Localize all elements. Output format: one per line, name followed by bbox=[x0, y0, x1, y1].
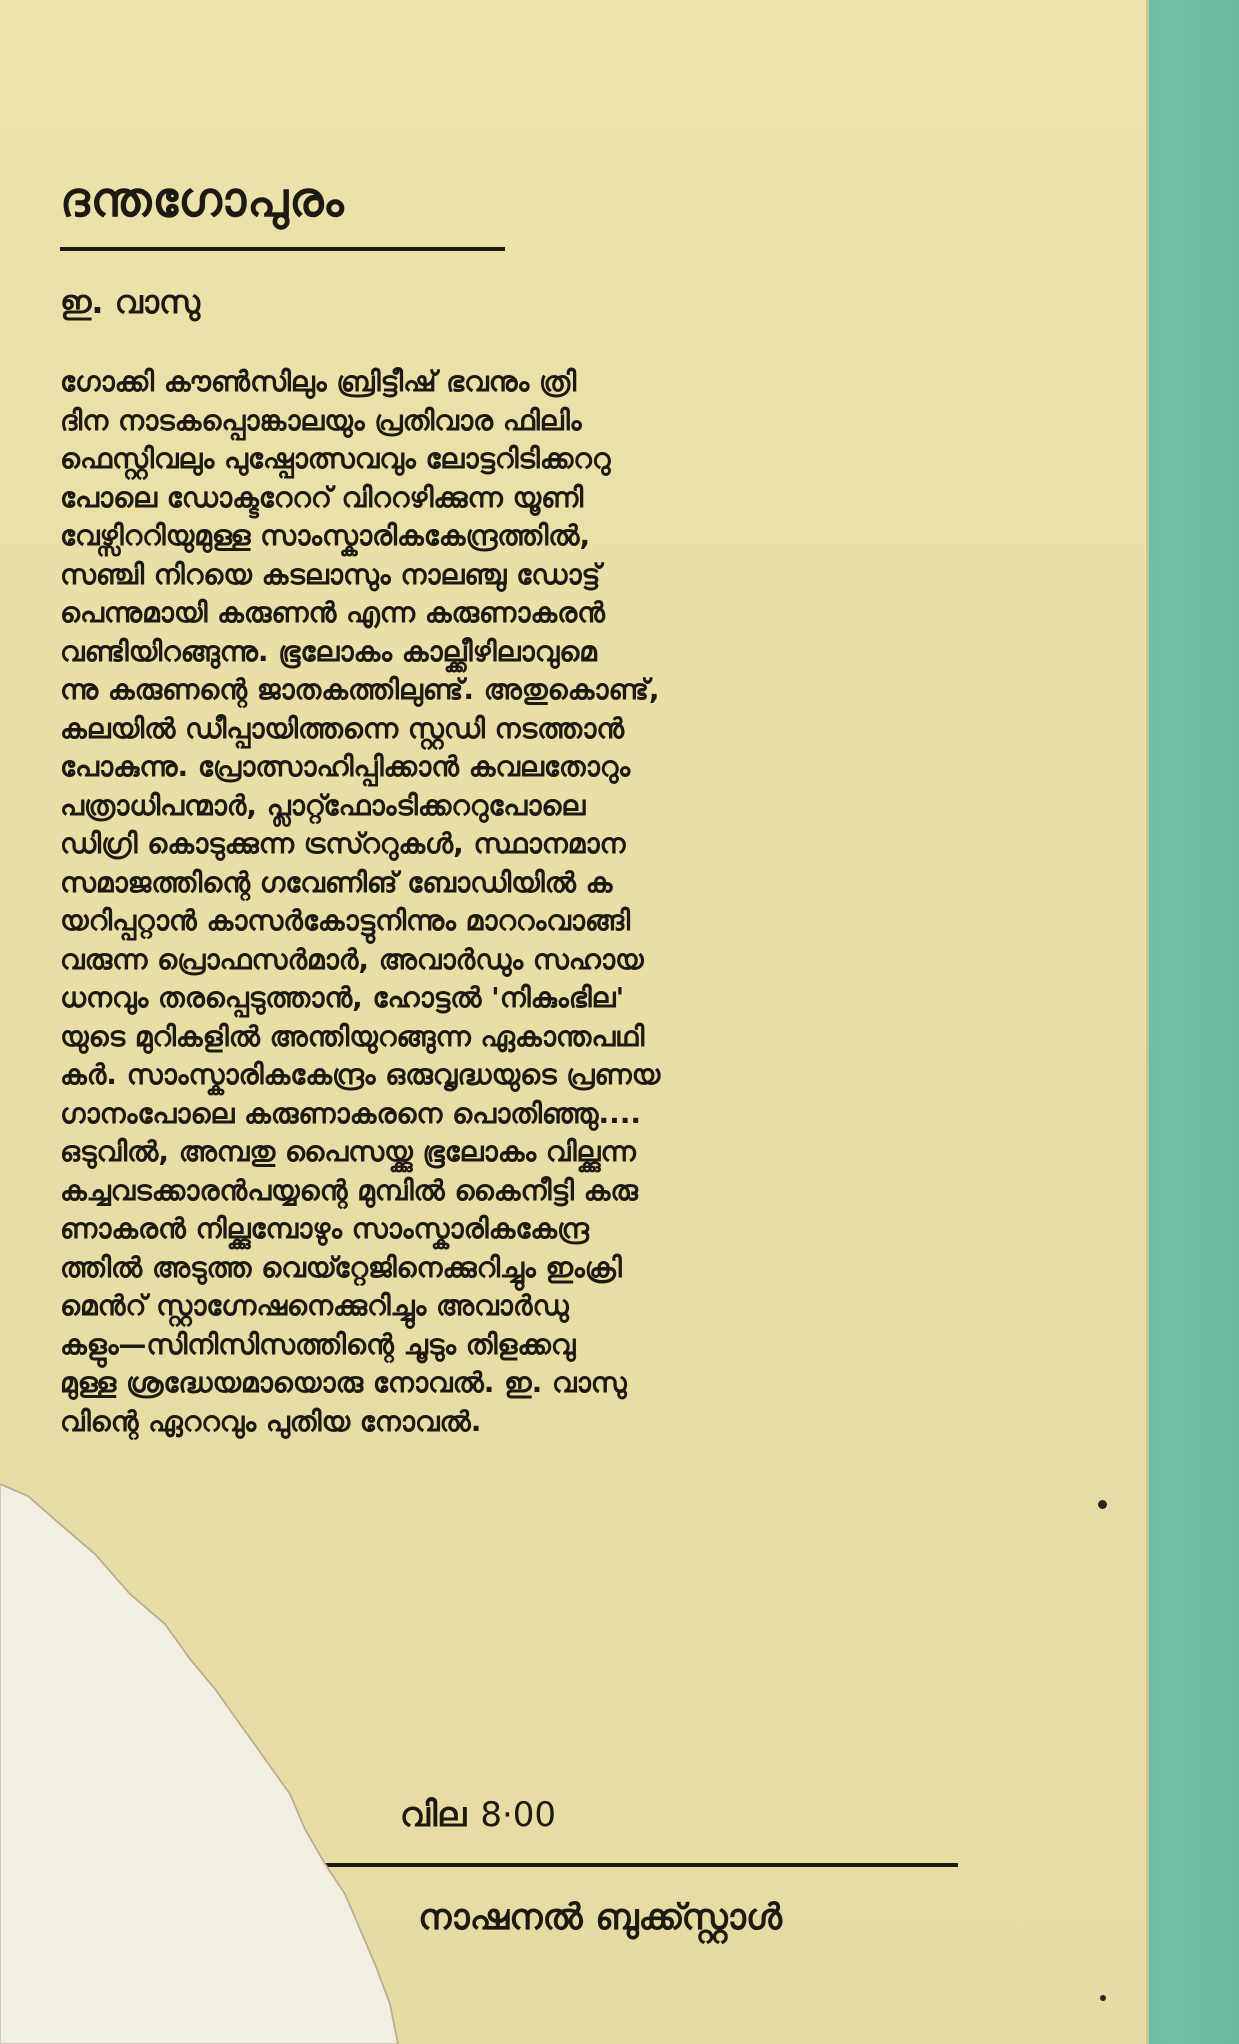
price-label: വില bbox=[400, 1795, 467, 1835]
publisher-name: നാഷനൽ ബുക്ക്സ്റ്റാൾ bbox=[418, 1897, 783, 1938]
flap-text-block bbox=[60, 165, 960, 1441]
blurb-line: ണാകരൻ നില്ക്കുമ്പോഴും സാംസ്കാരികകേന്ദ്ര bbox=[60, 1212, 589, 1245]
price bbox=[400, 1795, 556, 1835]
blurb-line: പോകുന്നു. പ്രോത്സാഹിപ്പിക്കാൻ കവലതോറും bbox=[60, 750, 631, 783]
blurb-line: ഫെസ്റ്റിവലും പുഷ്പോത്സവവും ലോട്ടറിടിക്കററു bbox=[60, 442, 611, 475]
blurb-line: ഗാനംപോലെ കരുണാകരനെ പൊതിഞ്ഞു.... bbox=[60, 1096, 642, 1130]
cover-spine-strip bbox=[1146, 0, 1239, 2044]
blurb-line: സഞ്ചി നിറയെ കടലാസും നാലഞ്ചു ഡോട്ട് bbox=[60, 557, 601, 591]
blurb-line: ത്തിൽ അടുത്ത വെയ്റ്റേജിനെക്കുറിച്ചും ഇംക്രി bbox=[60, 1250, 622, 1284]
blurb-line: ഡിഗ്രി കൊടുക്കുന്ന ട്രസ്ററുകൾ, സ്ഥാനമാന bbox=[60, 827, 626, 860]
publisher-divider bbox=[300, 1863, 958, 1867]
book-title: ദന്തഗോപുരം bbox=[60, 172, 345, 228]
blurb-line: മുള്ള ശ്രദ്ധേയമായൊരു നോവൽ. ഇ. വാസു bbox=[60, 1366, 627, 1399]
blurb-line: വേഴ്സിററിയുമുള്ള സാംസ്കാരികകേന്ദ്രത്തിൽ, bbox=[60, 519, 591, 552]
blurb-line: മെൻറ് സ്റ്റാഗ്നേഷനെക്കുറിച്ചും അവാർഡു bbox=[60, 1289, 569, 1322]
price-value: 8·00 bbox=[480, 1795, 557, 1835]
blurb-paragraph bbox=[60, 363, 960, 1441]
blurb-line: കളും—സിനിസിസത്തിന്റെ ചൂടും തിളക്കവു bbox=[60, 1327, 576, 1361]
blurb-line: ഒടുവിൽ, അമ്പതു പൈസയ്ക്കു ഭൂലോകം വില്ക്കുന്ന bbox=[60, 1135, 636, 1168]
blurb-line: കർ. സാംസ്കാരികകേന്ദ്രം ഒരുവൃദ്ധയുടെ പ്രണയ bbox=[60, 1058, 661, 1091]
blurb-line: കലയിൽ ഡീപ്പായിത്തന്നെ സ്റ്റഡി നടത്താൻ bbox=[60, 711, 625, 745]
blurb-line: പെന്നുമായി കരുണൻ എന്ന കരുണാകരൻ bbox=[60, 596, 605, 629]
blurb-line: ഗോക്കി കൗൺസിലും ബ്രിട്ടീഷ് ഭവനും ത്രി bbox=[60, 365, 577, 398]
blurb-line: ദിന നാടകപ്പൊങ്കാലയും പ്രതിവാര ഫിലിം bbox=[60, 403, 582, 437]
blurb-line: കച്ചവടക്കാരൻപയ്യന്റെ മുമ്പിൽ കൈനീട്ടി കരു bbox=[60, 1173, 638, 1207]
blurb-line: ന്നു കരുണന്റെ ജാതകത്തിലുണ്ട്. അതുകൊണ്ട്, bbox=[60, 673, 660, 706]
blurb-line: വിന്റെ ഏററവും പുതിയ നോവൽ. bbox=[60, 1404, 482, 1438]
torn-corner bbox=[0, 1484, 480, 2044]
ink-speck bbox=[1100, 1995, 1106, 2001]
ink-speck bbox=[1098, 1500, 1107, 1509]
blurb-line: വരുന്ന പ്രൊഫസർമാർ, അവാർഡും സഹായ bbox=[60, 942, 644, 976]
title-underline bbox=[60, 247, 505, 251]
blurb-line: പത്രാധിപന്മാർ, പ്ലാറ്റ്ഫോംടിക്കററുപോലെ bbox=[60, 788, 586, 822]
author-name: ഇ. വാസു bbox=[60, 283, 201, 321]
blurb-line: ധനവും തരപ്പെടുത്താൻ, ഹോട്ടൽ 'നികുംഭില' bbox=[60, 981, 625, 1014]
blurb-line: പോലെ ഡോക്ടറേററ് വിററഴിക്കുന്ന യൂണി bbox=[60, 480, 584, 514]
blurb-line: യറിപ്പറ്റാൻ കാസർകോട്ടുനിന്നും മാററംവാങ്ങി bbox=[60, 904, 631, 937]
blurb-line: വണ്ടിയിറങ്ങുന്നു. ഭൂലോകം കാല്ക്കീഴിലാവുമെ bbox=[60, 634, 597, 668]
blurb-line: സമാജത്തിന്റെ ഗവേണിങ് ബോഡിയിൽ ക bbox=[60, 865, 613, 899]
blurb-line: യുടെ മുറികളിൽ അന്തിയുറങ്ങുന്ന ഏകാന്തപഥി bbox=[60, 1019, 645, 1053]
